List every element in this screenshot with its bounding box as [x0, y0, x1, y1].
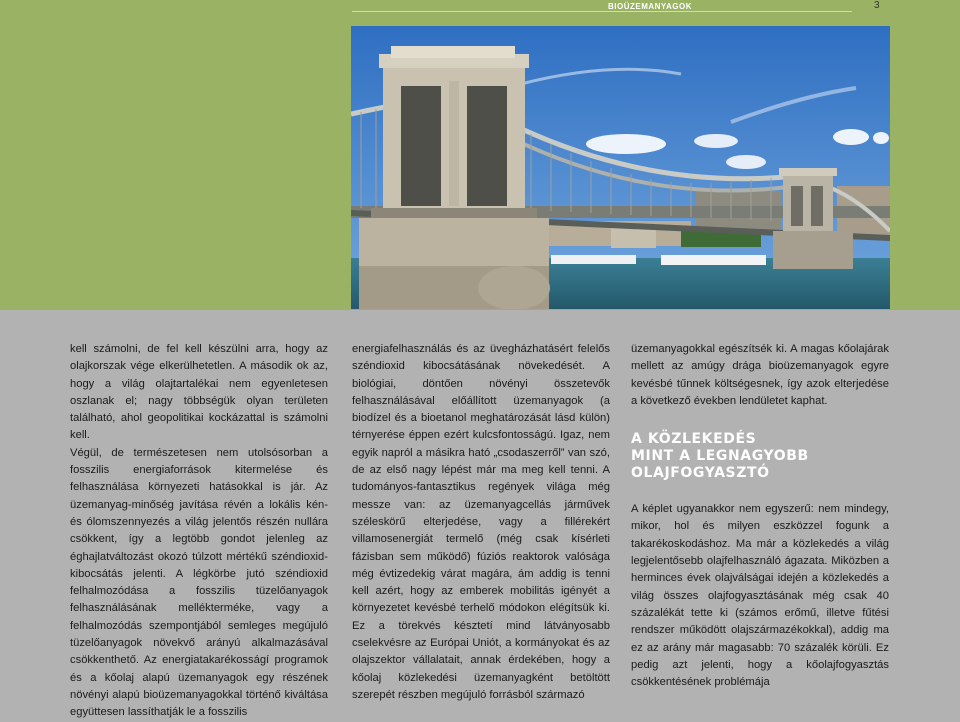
paragraph: kell számolni, de fel kell készülni arra, hogy az olajkorszak vége elkerülhetetlen. A második ok az, hogy a világ olajtartalékai nem egyenletesen oszlanak el; nagy többségük olyan területen található, ahol geopolitikai kockázattal is számolni kell.	[70, 343, 328, 442]
paragraph: A képlet ugyanakkor nem egyszerű: nem mindegy, mikor, hol és milyen eszközzel fogunk a takarékoskodáshoz. Ma már a közlekedés a világ legjelentősebb olajfelhasználó ágazata. Miközben a herminces évek olajválságai idején a közlekedés a világ összes olajfogyasztásának még csak 40 százalékát tette ki (számos erőmű, illetve fűtési rendszer működött olajszármazékokkal), addig ma ez az arány már magasabb: 70 százalék körüli. Ez pedig azt jelenti, hogy a kőolajfogyasztás csökkentésének problémája	[631, 503, 889, 689]
section-heading-line: A KÖZLEKEDÉS	[631, 431, 757, 448]
paragraph: energiafelhasználás és az üvegházhatásért felelős széndioxid kibocsátásának növekedését. A biológiai, döntően növényi összetevők felhasználásával előállított üzemanyagok (a biodízel és a bioetanol meghatározását lásd külön) térnyerése éppen ezért kulcsfontosságú. Igaz, nem egyik napról a másikra ható „csodaszerről” van szó, de az első nagy lépést már ma meg kell tenni. A tudományos-fantasztikus regények világa még messze van: az üzemanyagcellás járművek széleskörű elterjedése, vagy a fillérekért villamosenergiát termelő (még csak kísérleti fázisban sem működő) fúziós reaktorok valósága még évtizedekig várat magára, ám addig is tenni kell azért, hogy az emberek mobilitás igényét a környezetet kevésbé terhelő módokon elégítsük ki. Ez a törekvés késztetí mind látványosabb cselekvésre az Európai Uniót, a kormányokat és az olajszektor vállalatait, annak érdekében, hogy a kőolaj közlekedési üzemanyagként betöltött szerepét részben megújuló forrásból származó	[352, 343, 610, 701]
page-number: 3	[874, 0, 880, 11]
paragraph: üzemanyagokkal egészítsék ki. A magas kőolajárak mellett az amúgy drága bioüzemanyagok egyre kevésbé tűnnek költségesnek, így azok elterjedése a következő években lendületet kaphat.	[631, 343, 889, 407]
text-column-2	[352, 341, 610, 704]
paragraph: Végül, de természetesen nem utolsósorban a fosszilis energiaforrások kitermelése és felhasználása környezeti hatásokkal is jár. Az üzemanyag-minőség javítása révén a lokális kén- és ólomszennyezés a világ jelentős részén nullára csökkent, így a legtöbb gondot jelenleg az éghajlatváltozást okozó túlzott mértékű széndioxid-kibocsátás jelenti. A légkörbe jutó széndioxid felhalmozódása a fosszilis tüzelőanyagok felhasználásának mellékterméke, vagy a felhalmozódás szempontjából semleges megújuló tüzelőanyagok növekvő arányú alkalmazásával csökkenthető. Az energiatakarékosságí programok és a kőolaj alapú üzemanyagok egy részének növényi alapú bioüzemanyagokkal történő kiváltása együttesen lassíthatják le a fosszilis	[70, 446, 328, 719]
header-rule	[352, 11, 852, 12]
running-title: BIOÜZEMANYAGOK	[600, 2, 700, 11]
section-heading	[631, 431, 889, 482]
section-heading-line: MINT A LEGNAGYOBB	[631, 448, 809, 465]
section-heading-line: OLAJFOGYASZTÓ	[631, 465, 770, 482]
text-column-3	[631, 341, 889, 691]
text-column-1	[70, 341, 328, 722]
bridge-photo	[351, 26, 890, 309]
